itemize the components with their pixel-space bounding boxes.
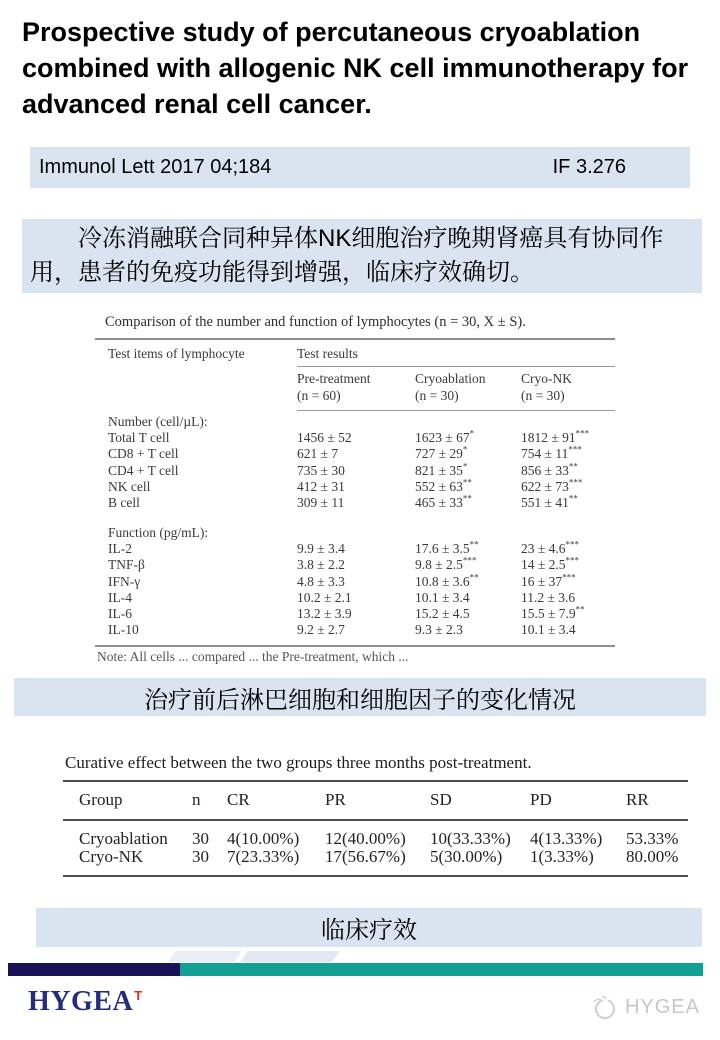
table-row (95, 495, 615, 511)
row-value: 856 ± 33** (521, 461, 578, 478)
column-header: SD (430, 781, 530, 820)
row-value: 13.2 ± 3.9 (297, 606, 352, 622)
row-item: IL-4 (108, 589, 132, 605)
row-value: 12(40.00%) (325, 829, 406, 848)
row-value: 53.33% (626, 829, 679, 848)
section-label-row (95, 410, 615, 430)
table-row (95, 590, 615, 606)
citation-bar (30, 147, 690, 188)
row-value: 10.2 ± 2.1 (297, 589, 352, 605)
table-row (95, 606, 615, 622)
column-header: Test items of lymphocyte (95, 339, 297, 410)
summary-box-cn: 冷冻消融联合同种异体NK细胞治疗晚期肾癌具有协同作用，患者的免疫功能得到增强，临床疗效确切。 (22, 219, 702, 293)
row-value: 465 ± 33** (415, 493, 472, 511)
row-value: 14 ± 2.5*** (521, 555, 580, 573)
column-header: n (192, 781, 227, 820)
hygea-watermark-icon (590, 993, 618, 1021)
curative-caption-bar: 临床疗效 (36, 908, 702, 947)
row-group: Cryo-NK (63, 848, 192, 876)
table-row (95, 479, 615, 495)
column-header: Pre-treatment (n = 60) (297, 367, 415, 411)
hygea-logo (28, 986, 143, 1018)
citation-source: Immunol Lett 2017 04;184 (39, 156, 272, 178)
table-row (95, 574, 615, 590)
row-value: 754 ± 11*** (521, 444, 582, 462)
section-label-row (95, 512, 615, 541)
row-value: 4(10.00%) (227, 829, 300, 848)
row-value: 10.1 ± 3.4 (521, 622, 615, 645)
column-header: RR (626, 781, 688, 820)
row-value: 621 ± 7 (297, 446, 339, 462)
row-value: 15.5 ± 7.9** (521, 604, 585, 622)
column-header: CR (227, 781, 325, 820)
row-value: 1456 ± 52 (297, 430, 352, 446)
row-value: 9.8 ± 2.5*** (415, 555, 477, 573)
row-value: 309 ± 11 (297, 495, 345, 511)
row-value: 821 ± 35* (415, 461, 468, 478)
hygea-logo-flag-icon: T (134, 987, 143, 1003)
row-value: 30 (192, 848, 227, 876)
row-item: NK cell (108, 479, 151, 495)
row-item: B cell (108, 495, 140, 511)
row-item: TNF-β (108, 557, 145, 573)
table-row (95, 430, 615, 446)
row-item: CD4 + T cell (108, 462, 179, 478)
table-row (95, 541, 615, 557)
row-item: Total T cell (108, 430, 170, 446)
row-value: 17.6 ± 3.5** (415, 539, 479, 556)
section-label: Function (pg/mL): (108, 524, 209, 540)
footer-decor-streak (240, 951, 340, 962)
table-row (95, 622, 615, 645)
column-header: PR (325, 781, 430, 820)
group-header: Test results (297, 339, 615, 367)
row-value: 727 ± 29* (415, 444, 468, 462)
row-value: 10(33.33%) (430, 829, 511, 848)
row-value: 551 ± 41** (521, 493, 578, 511)
row-value: 10.1 ± 3.4 (415, 589, 470, 605)
row-value: 9.2 ± 2.7 (297, 622, 415, 645)
row-value: 4.8 ± 3.3 (297, 573, 345, 589)
row-value: 552 ± 63** (415, 477, 472, 495)
row-value: 80.00% (626, 848, 688, 876)
row-value: 9.9 ± 3.4 (297, 540, 345, 556)
table-row (95, 446, 615, 462)
hygea-watermark-text: HYGEA (624, 995, 700, 1018)
impact-factor: IF 3.276 (552, 156, 626, 178)
footer-decor-streak (168, 951, 242, 962)
lymphocyte-caption-bar: 治疗前后淋巴细胞和细胞因子的变化情况 (14, 678, 706, 716)
lymphocyte-table-title: Comparison of the number and function of lymphocytes (n = 30, X ± S). (105, 314, 526, 330)
column-header: Group (63, 781, 192, 820)
column-header: Cryo-NK (n = 30) (521, 367, 615, 411)
footer-navy-bar (8, 963, 180, 976)
curative-table-figure (63, 753, 688, 877)
page-title: Prospective study of percutaneous cryoablation combined with allogenic NK cell immunotherapy for advanced renal cell cancer. (22, 17, 689, 119)
row-value: 16 ± 37*** (521, 572, 576, 589)
row-value: 11.2 ± 3.6 (521, 589, 576, 605)
row-value: 735 ± 30 (297, 462, 345, 478)
row-value: 30 (192, 829, 209, 848)
row-value: 9.3 ± 2.3 (415, 622, 521, 645)
row-value: 412 ± 31 (297, 479, 345, 495)
row-item: IL-6 (108, 606, 132, 622)
row-value: 17(56.67%) (325, 848, 430, 876)
row-item: IFN-γ (108, 573, 141, 589)
curative-table-title: Curative effect between the two groups three months post-treatment. (65, 753, 532, 772)
footer-teal-bar (180, 963, 703, 976)
row-value: 4(13.33%) (530, 829, 603, 848)
row-value: 1812 ± 91*** (521, 428, 590, 446)
row-value: 5(30.00%) (430, 848, 530, 876)
column-header: Cryoablation (n = 30) (415, 367, 521, 411)
lymphocyte-table (95, 338, 615, 647)
table-row (95, 463, 615, 479)
row-group: Cryoablation (79, 829, 168, 848)
table-row (63, 848, 688, 876)
row-value: 10.8 ± 3.6** (415, 572, 479, 589)
hygea-logo-text: HYGEA (28, 986, 134, 1017)
row-value: 23 ± 4.6*** (521, 539, 580, 556)
row-value: 3.8 ± 2.2 (297, 557, 345, 573)
table-row (95, 557, 615, 573)
table-header-row (95, 339, 615, 367)
table-row (63, 820, 688, 848)
curative-table (63, 780, 688, 877)
column-header: PD (530, 781, 626, 820)
hygea-watermark (590, 993, 700, 1021)
section-label: Number (cell/µL): (108, 413, 208, 429)
row-value: 622 ± 73*** (521, 477, 583, 495)
table-note-clipped: Note: All cells ... compared ... the Pre-treatment, which ... (97, 648, 409, 664)
row-value: 1(3.33%) (530, 848, 626, 876)
row-value: 15.2 ± 4.5 (415, 606, 470, 622)
lymphocyte-table-figure (95, 314, 615, 664)
row-value: 1623 ± 67* (415, 428, 475, 446)
row-value: 7(23.33%) (227, 848, 325, 876)
row-item: CD8 + T cell (108, 446, 179, 462)
row-item: IL-10 (95, 622, 297, 645)
row-item: IL-2 (108, 540, 132, 556)
table-header-row (63, 781, 688, 820)
